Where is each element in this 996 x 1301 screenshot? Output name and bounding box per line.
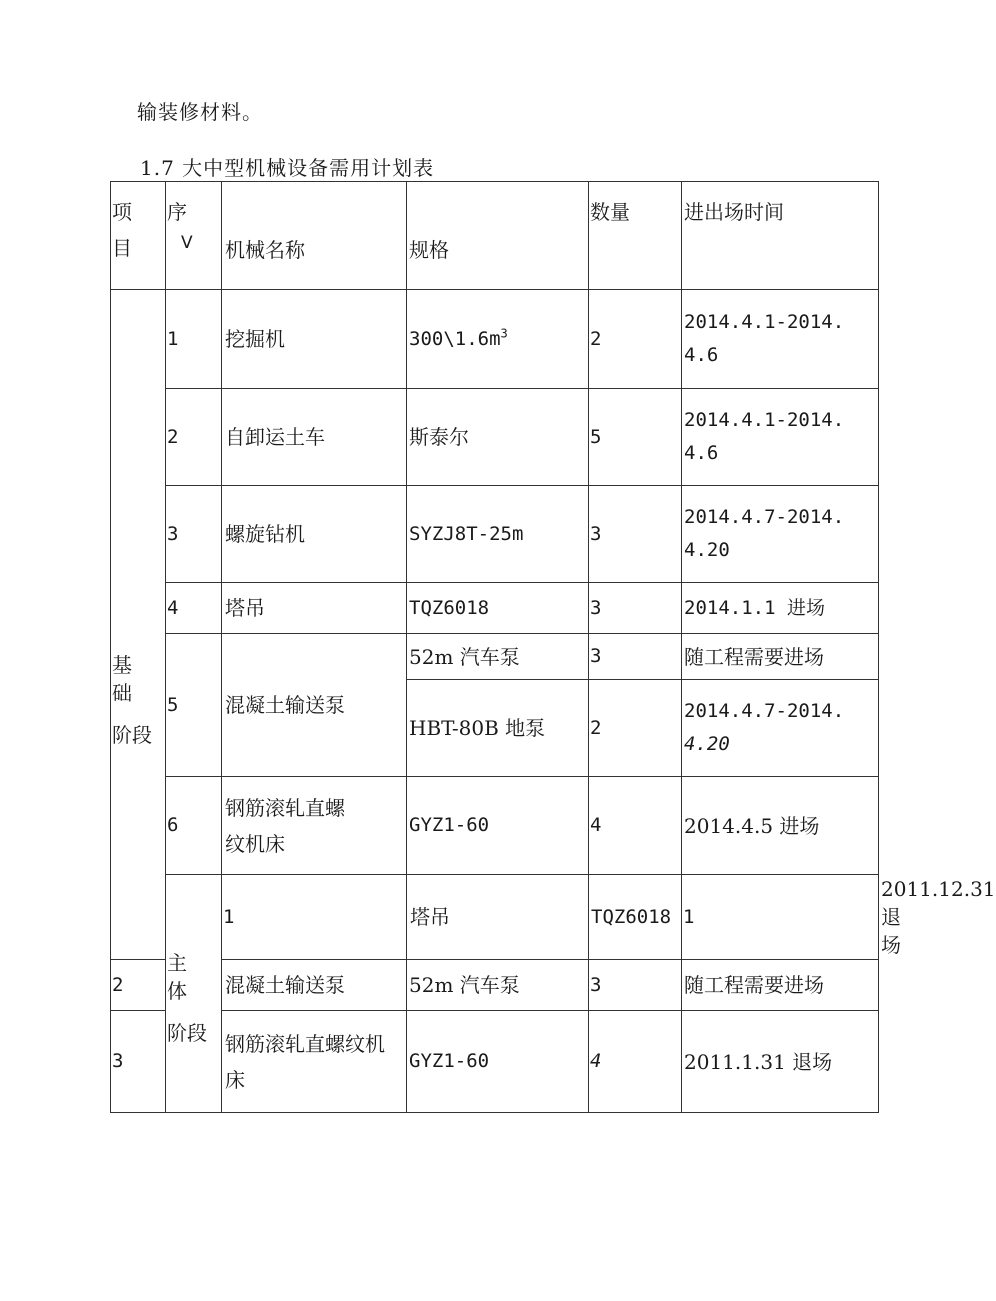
row-time: 2014.1.1 进场	[682, 583, 879, 634]
intro-text: 输装修材料。	[137, 100, 263, 124]
table-header-row	[111, 182, 879, 290]
row-name: 混凝土输送泵	[222, 634, 407, 777]
row-qty: 3	[589, 960, 682, 1011]
row-time: 2014.4.7-2014. 4.20	[682, 680, 879, 777]
table-row	[111, 1011, 879, 1113]
row-time: 2014.4.7-2014. 4.20	[682, 486, 879, 583]
group-main	[166, 875, 222, 1113]
header-spec: 规格	[407, 182, 589, 290]
row-time: 随工程需要进场	[682, 960, 879, 1011]
table-row	[111, 583, 879, 634]
table-row	[111, 634, 879, 680]
row-time: 2014.4.1-2014. 4.6	[682, 290, 879, 389]
header-qty: 数量	[589, 182, 682, 290]
header-name: 机械名称	[222, 182, 407, 290]
table-row: 主体 阶段 1 塔吊 TQZ6018 1 2011.12.31 退场	[111, 875, 879, 960]
row-name: 挖掘机	[222, 290, 407, 389]
header-time: 进出场时间	[682, 182, 879, 290]
row-qty: 4	[589, 1011, 682, 1113]
row-spec: HBT-80B 地泵	[407, 680, 589, 777]
header-project: 项 目	[111, 182, 166, 290]
row-spec: $300\backslash 1.6m^3$	[407, 290, 589, 389]
row-spec: 52m 汽车泵	[407, 960, 589, 1011]
table-row	[111, 960, 879, 1011]
group-foundation	[111, 290, 166, 960]
row-name: 钢筋滚轧直螺 纹机床	[222, 777, 407, 875]
row-qty: 3	[589, 583, 682, 634]
row-qty: 2	[589, 290, 682, 389]
row-name: 螺旋钻机	[222, 486, 407, 583]
row-seq: 3	[111, 1011, 166, 1113]
row-seq: 3	[166, 486, 222, 583]
group-foundation-line1: 基础	[112, 652, 144, 705]
row-qty: 5	[589, 389, 682, 486]
row-qty: 1	[682, 875, 879, 960]
row-seq: 5	[166, 634, 222, 777]
row-time: 2011.1.31 退场	[682, 1011, 879, 1113]
row-spec: TQZ6018	[407, 583, 589, 634]
row-spec: 52m 汽车泵	[407, 634, 589, 680]
row-spec: GYZ1-60	[407, 1011, 589, 1113]
group-main-line2: 阶段	[167, 1020, 207, 1045]
row-seq: 2	[166, 389, 222, 486]
row-seq: 1	[166, 290, 222, 389]
row-seq: 6	[166, 777, 222, 875]
group-main-line1: 主体	[167, 950, 199, 1003]
table-row	[111, 777, 879, 875]
row-name: 钢筋滚轧直螺纹机 床	[222, 1011, 407, 1113]
row-time: 2014.4.1-2014. 4.6	[682, 389, 879, 486]
row-qty: 2	[589, 680, 682, 777]
row-name: 塔吊	[222, 583, 407, 634]
row-name: 混凝土输送泵	[222, 960, 407, 1011]
row-qty: 4	[589, 777, 682, 875]
row-time: 随工程需要进场	[682, 634, 879, 680]
row-qty: 3	[589, 634, 682, 680]
row-spec: TQZ6018	[589, 875, 682, 960]
row-qty: 3	[589, 486, 682, 583]
row-spec: GYZ1-60	[407, 777, 589, 875]
row-seq: 2	[111, 960, 166, 1011]
row-name: 自卸运土车	[222, 389, 407, 486]
equipment-table	[110, 181, 996, 1113]
row-seq: 4	[166, 583, 222, 634]
row-name: 塔吊	[407, 875, 589, 960]
header-seq: 序 V	[166, 182, 222, 290]
row-spec: 斯泰尔	[407, 389, 589, 486]
table-row	[111, 290, 879, 389]
table-row	[111, 486, 879, 583]
row-spec: SYZJ8T-25m	[407, 486, 589, 583]
group-foundation-line2: 阶段	[112, 722, 152, 747]
row-time: 2014.4.5 进场	[682, 777, 879, 875]
section-title: 1.7 大中型机械设备需用计划表	[140, 156, 435, 180]
table-row	[111, 389, 879, 486]
row-seq: 1	[222, 875, 407, 960]
